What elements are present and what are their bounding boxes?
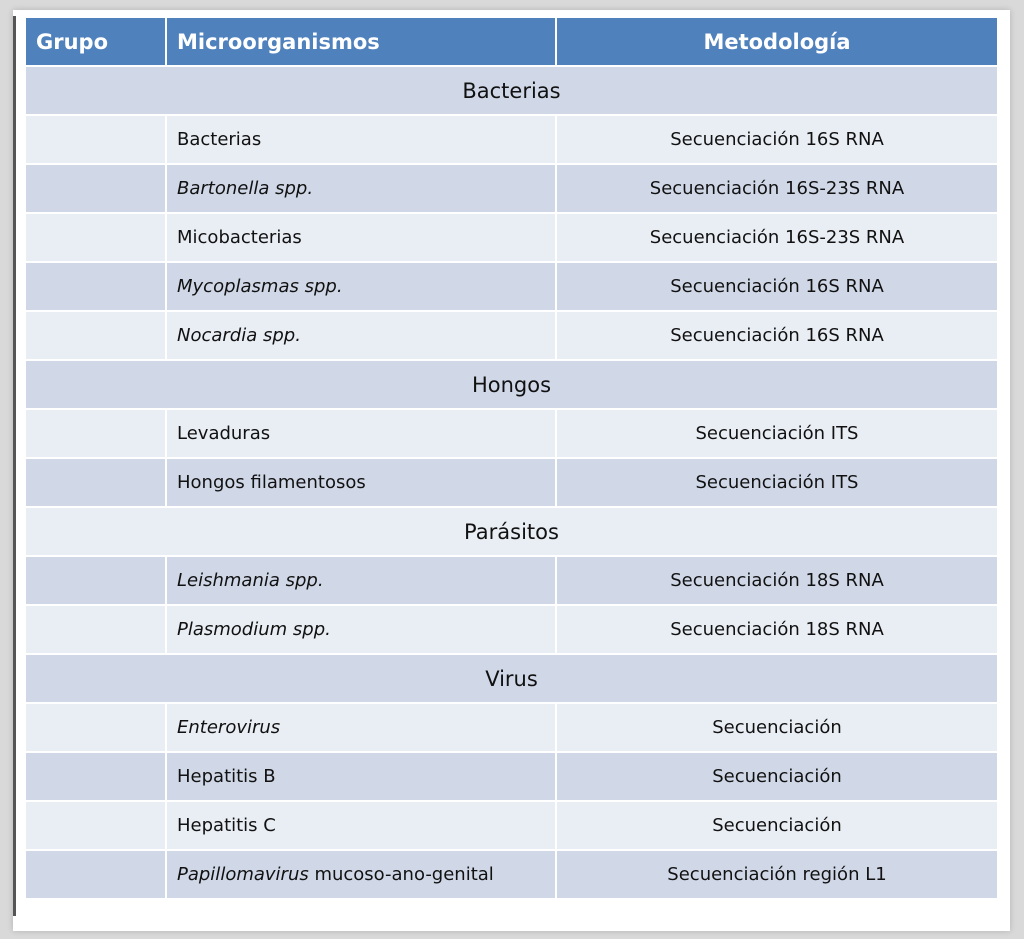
microorganism-cell: [166, 311, 556, 360]
microorganism-cell: [166, 213, 556, 262]
table-row: [26, 458, 997, 507]
table-row: [26, 409, 997, 458]
group-row: [26, 360, 997, 409]
group-row: [26, 654, 997, 703]
microorganism-name: Micobacterias: [177, 227, 302, 248]
table-row: [26, 605, 997, 654]
microorganism-cell: [166, 801, 556, 850]
microorganism-name: Leishmania spp.: [177, 570, 324, 591]
table-row: [26, 213, 997, 262]
microorganism-cell: [166, 556, 556, 605]
group-cell: [26, 801, 166, 850]
group-cell: [26, 115, 166, 164]
microorganism-name: Hepatitis B: [177, 766, 276, 787]
method-cell: Secuenciación 16S RNA: [556, 115, 997, 164]
group-label: Hongos: [26, 360, 997, 409]
microorganism-cell: [166, 115, 556, 164]
group-label: Parásitos: [26, 507, 997, 556]
group-cell: [26, 262, 166, 311]
group-label: Bacterias: [26, 66, 997, 115]
table-row: [26, 311, 997, 360]
table-row: [26, 164, 997, 213]
header-grupo: Grupo: [26, 18, 166, 66]
table-row: [26, 262, 997, 311]
microorganism-name: Mycoplasmas spp.: [177, 276, 343, 297]
method-cell: Secuenciación 16S RNA: [556, 311, 997, 360]
microorganism-cell: [166, 703, 556, 752]
microorganism-cell: [166, 409, 556, 458]
group-cell: [26, 164, 166, 213]
table-header-row: [26, 18, 997, 66]
method-cell: Secuenciación 18S RNA: [556, 605, 997, 654]
microorganism-cell: [166, 262, 556, 311]
group-cell: [26, 752, 166, 801]
group-cell: [26, 458, 166, 507]
microorganism-cell: [166, 605, 556, 654]
method-cell: Secuenciación 18S RNA: [556, 556, 997, 605]
method-cell: Secuenciación: [556, 752, 997, 801]
microorganism-name: Hongos filamentosos: [177, 472, 366, 493]
microorganism-cell: [166, 164, 556, 213]
table-row: [26, 752, 997, 801]
method-cell: Secuenciación: [556, 801, 997, 850]
microorganism-name-suffix: mucoso-ano-genital: [308, 864, 494, 885]
table-row: [26, 801, 997, 850]
method-cell: Secuenciación región L1: [556, 850, 997, 898]
table-row: [26, 850, 997, 898]
left-border: [13, 16, 16, 916]
table-frame: [13, 10, 1010, 931]
method-cell: Secuenciación 16S-23S RNA: [556, 164, 997, 213]
microorganism-name: Bacterias: [177, 129, 262, 150]
group-cell: [26, 850, 166, 898]
table-row: [26, 115, 997, 164]
group-cell: [26, 409, 166, 458]
microorganism-name: Enterovirus: [177, 717, 281, 738]
table-body: [26, 66, 997, 898]
header-metodologia: Metodología: [556, 18, 997, 66]
group-cell: [26, 311, 166, 360]
microorganism-name: Levaduras: [177, 423, 271, 444]
microorganism-name: Plasmodium spp.: [177, 619, 331, 640]
method-cell: Secuenciación: [556, 703, 997, 752]
group-cell: [26, 605, 166, 654]
microorganism-name: Hepatitis C: [177, 815, 276, 836]
group-cell: [26, 556, 166, 605]
group-cell: [26, 703, 166, 752]
group-row: [26, 66, 997, 115]
group-row: [26, 507, 997, 556]
microorganisms-table: [26, 18, 997, 898]
method-cell: Secuenciación ITS: [556, 458, 997, 507]
microorganism-name: Nocardia spp.: [177, 325, 301, 346]
method-cell: Secuenciación ITS: [556, 409, 997, 458]
header-microorganismos: Microorganismos: [166, 18, 556, 66]
microorganism-cell: [166, 458, 556, 507]
microorganism-cell: [166, 850, 556, 898]
method-cell: Secuenciación 16S RNA: [556, 262, 997, 311]
group-cell: [26, 213, 166, 262]
microorganism-name: Papillomavirus: [177, 864, 309, 885]
method-cell: Secuenciación 16S-23S RNA: [556, 213, 997, 262]
table-row: [26, 703, 997, 752]
microorganism-cell: [166, 752, 556, 801]
microorganism-name: Bartonella spp.: [177, 178, 314, 199]
table-row: [26, 556, 997, 605]
group-label: Virus: [26, 654, 997, 703]
